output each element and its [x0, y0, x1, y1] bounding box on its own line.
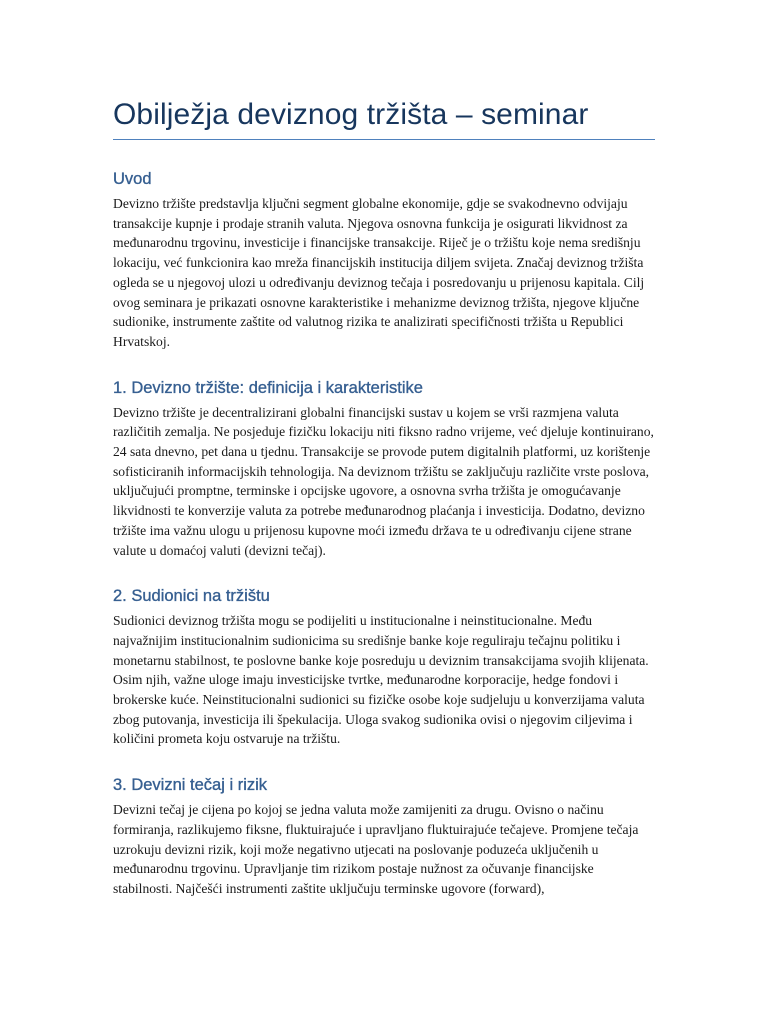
document-body [113, 95, 655, 899]
document-title: Obilježja deviznog tržišta – seminar [113, 95, 655, 140]
section-intro [113, 168, 655, 352]
section-paragraph: Devizni tečaj je cijena po kojoj se jedna valuta može zamijeniti za drugu. Ovisno o načinu formiranja, razlikujemo fiksne, fluktuirajuće i upravljano fluktuirajuće tečajeve. Promjene tečaja uzrokuju devizni rizik, koji može negativno utjecati na poslovanje poduzeća uključenih u međunarodnu trgovinu. Upravljanje tim rizikom postaje nužnost za očuvanje financijske stabilnosti. Najčešći instrumenti zaštite uključuju terminske ugovore (forward), [113, 802, 639, 896]
section-heading: 2. Sudionici na tržištu [113, 587, 270, 606]
section-heading: Uvod [113, 170, 152, 188]
section-heading: 1. Devizno tržište: definicija i karakteristike [113, 378, 423, 397]
section-paragraph: Devizno tržište predstavlja ključni segment globalne ekonomije, gdje se svakodnevno odvijaju transakcije kupnje i prodaje stranih valuta. Njegova osnovna funkcija je osigurati likvidnost za međunarodnu trgovinu, investicije i financijske transakcije. Riječ je o tržištu koje nema središnju lokaciju, već funkcionira kao mreža financijskih institucija diljem svijeta. Značaj deviznog tržišta ogleda se u njegovoj ulozi u određivanju deviznog tečaja i posredovanju u prijenosu kapitala. Cilj ovog seminara je prikazati osnovne karakteristike i mehanizme deviznog tržišta, njegove ključne sudionike, instrumente zaštite od valutnog rizika te analizirati specifičnosti tržišta u Republici Hrvatskoj. [113, 196, 645, 349]
section-definition [113, 377, 655, 561]
section-paragraph: Sudionici deviznog tržišta mogu se podijeliti u institucionalne i neinstitucionalne. Među najvažnijim institucionalnim sudionicima su središnje banke koje reguliraju tečajnu politiku i monetarnu stabilnost, te poslovne banke koje posreduju u deviznim transakcijama svojih klijenata. Osim njih, važne uloge imaju investicijske tvrtke, međunarodne korporacije, hedge fondovi i brokerske kuće. Neinstitucionalni sudionici su fizičke osobe koje sudjeluju u konverzijama valuta zbog putovanja, investicija ili špekulacija. Uloga svakog sudionika ovisi o njegovim ciljevima i količini prometa koju ostvaruje na tržištu. [113, 613, 649, 747]
section-exchange-rate [113, 774, 655, 899]
section-participants [113, 585, 655, 749]
section-heading: 3. Devizni tečaj i rizik [113, 776, 268, 795]
section-paragraph: Devizno tržište je decentralizirani globalni financijski sustav u kojem se vrši razmjena valuta različitih zemalja. Ne posjeduje fizičku lokaciju niti fiksno radno vrijeme, već djeluje kontinuirano, 24 sata dnevno, pet dana u tjednu. Transakcije se provode putem digitalnih platformi, uz korištenje sofisticiranih informacijskih tehnologija. Na deviznom tržištu se zaključuju različite vrste poslova, uključujući promptne, terminske i opcijske ugovore, a osnovna svrha tržišta je omogućavanje likvidnosti te konverzije valuta za potrebe međunarodnog plaćanja i investicija. Dodatno, devizno tržište ima važnu ulogu u prijenosu kupovne moći između država te u određivanju cijene strane valute u domaćoj valuti (devizni tečaj). [113, 404, 654, 558]
